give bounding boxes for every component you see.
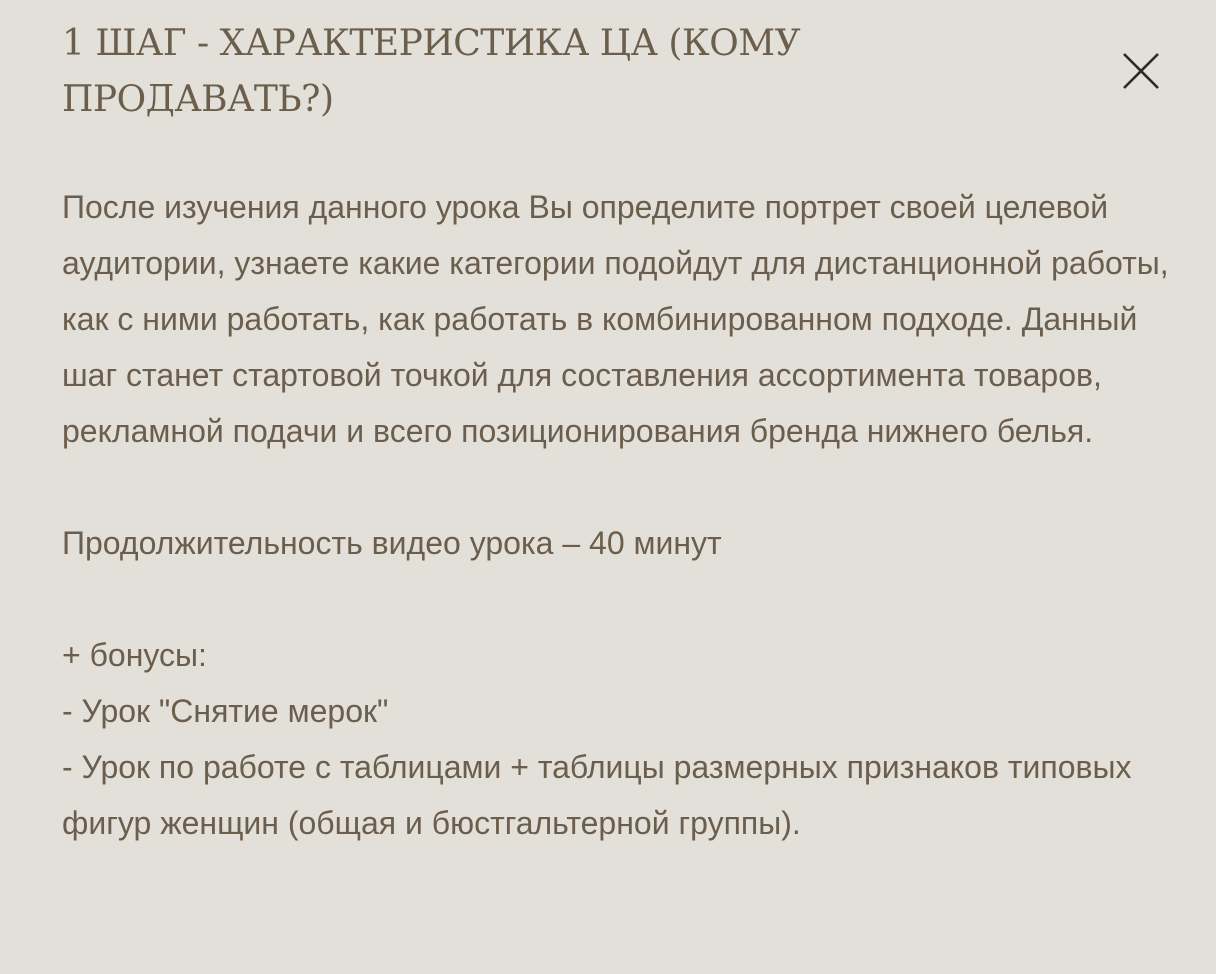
paragraph-spacer — [62, 571, 1182, 627]
close-icon — [1118, 48, 1164, 94]
video-duration: Продолжительность видео урока – 40 минут — [62, 525, 722, 561]
bonuses-heading: + бонусы: — [62, 637, 207, 673]
bonus-item: - Урок по работе с таблицами + таблицы размерных признаков типовых фигур женщин (общая и бюстгальтерной группы). — [62, 749, 1132, 841]
lesson-title: 1 ШАГ - ХАРАКТЕРИСТИКА ЦА (КОМУ ПРОДАВАТЬ?) — [62, 23, 801, 120]
close-button[interactable] — [1118, 48, 1164, 94]
bonus-item: - Урок "Снятие мерок" — [62, 693, 389, 729]
lesson-description: После изучения данного урока Вы определите портрет своей целевой аудитории, узнаете какие категории подойдут для дистанционной работы, как с ними работать, как работать в комбинированном подходе. Данный шаг станет стартовой точкой для составления ассортимента товаров, рекламной подачи и всего позиционирования бренда нижнего белья. — [62, 189, 1169, 449]
lesson-content — [62, 179, 1182, 851]
paragraph-spacer — [62, 459, 1182, 515]
